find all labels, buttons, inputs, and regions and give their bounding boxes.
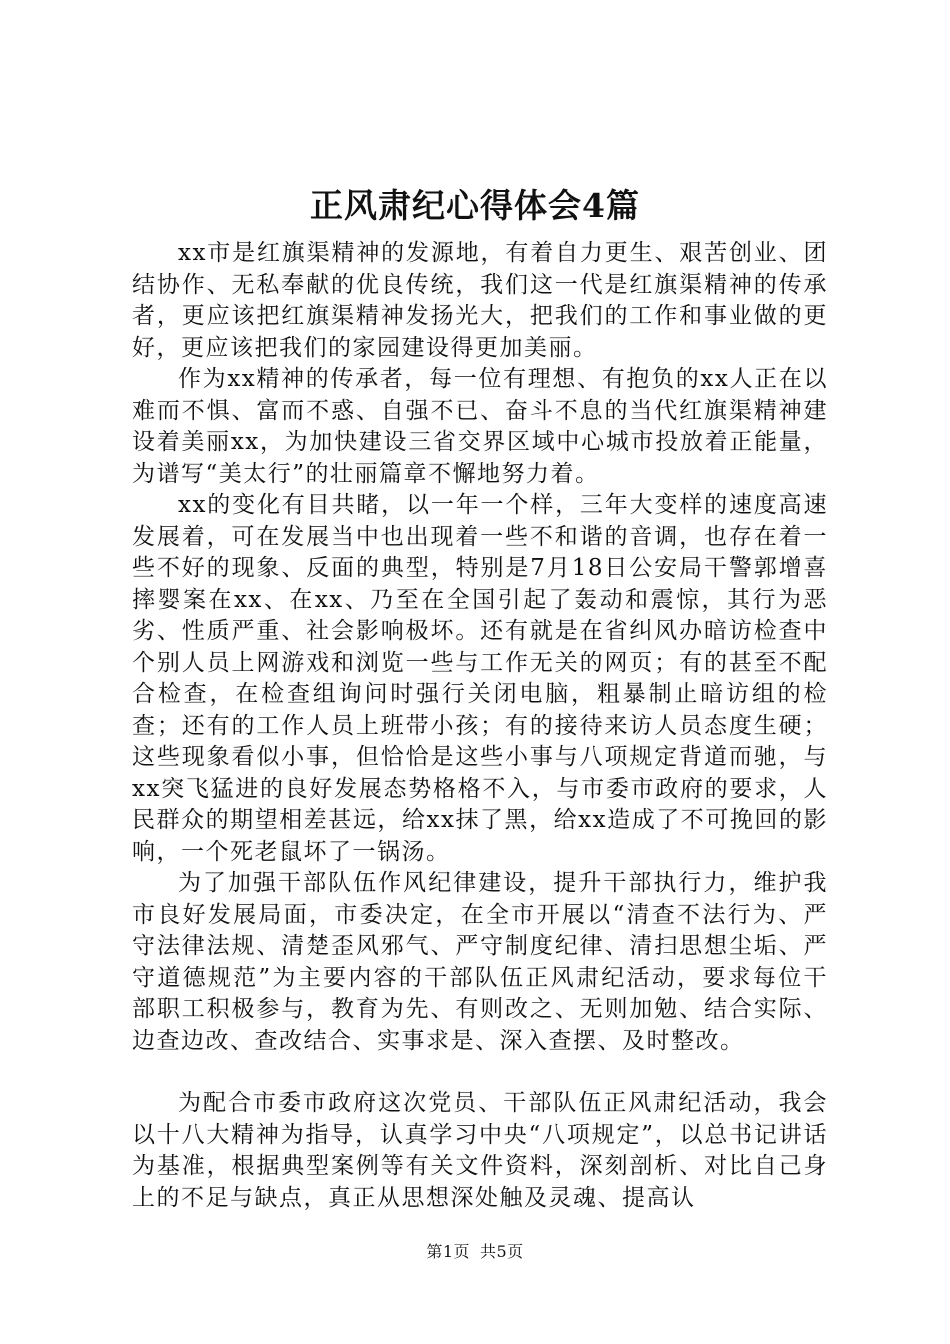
paragraph-4: 为了加强干部队伍作风纪律建设，提升干部执行力，维护我市良好发展局面，市委决定，在全市开展以“清查不法行为、严守法律法规、清楚歪风邪气、严守制度纪律、清扫思想尘垢、严守道德规范”为主要内容的干部队伍正风肃纪活动，要求每位干部职工积极参与，教育为先、有则改之、无则加勉、结合实际、边查边改、查改结合、实事求是、深入查摆、及时整改。 <box>132 870 828 1054</box>
document-title: 正风肃纪心得体会4篇 <box>310 186 640 225</box>
paragraph-1: xx市是红旗渠精神的发源地，有着自力更生、艰苦创业、团结协作、无私奉献的优良传统，我们这一代是红旗渠精神的传承者，更应该把红旗渠精神发扬光大，把我们的工作和事业做的更好，更应该把我们的家园建设得更加美丽。 <box>132 240 828 361</box>
page-total: 共5页 <box>480 1242 524 1261</box>
paragraph-3: xx的变化有目共睹，以一年一个样，三年大变样的速度高速发展着，可在发展当中也出现着一些不和谐的音调，也存在着一些不好的现象、反面的典型，特别是7月18日公安局干警郭增喜摔婴案在xx、在xx、乃至在全国引起了轰动和震惊，其行为恶劣、性质严重、社会影响极坏。还有就是在省纠风办暗访检查中个别人员上网游戏和浏览一些与工作无关的网页；有的甚至不配合检查，在检查组询问时强行关闭电脑，粗暴制止暗访组的检查；还有的工作人员上班带小孩；有的接待来访人员态度生硬；这些现象看似小事，但恰恰是这些小事与八项规定背道而驰，与xx突飞猛进的良好发展态势格格不入，与市委市政府的要求，人民群众的期望相差甚远，给xx抹了黑，给xx造成了不可挽回的影响，一个死老鼠坏了一锅汤。 <box>132 492 828 865</box>
page-footer <box>0 1241 950 1263</box>
paragraph-5: 为配合市委市政府这次党员、干部队伍正风肃纪活动，我会以十八大精神为指导，认真学习中央“八项规定”，以总书记讲话为基准，根据典型案例等有关文件资料，深刻剖析、对比自己身上的不足与缺点，真正从思想深处触及灵魂、提高认 <box>132 1090 828 1211</box>
paragraph-2: 作为xx精神的传承者，每一位有理想、有抱负的xx人正在以难而不惧、富而不惑、自强不已、奋斗不息的当代红旗渠精神建设着美丽xx，为加快建设三省交界区域中心城市投放着正能量，为谱写“美太行”的壮丽篇章不懈地努力着。 <box>132 366 828 487</box>
page-number: 第1页 <box>426 1242 470 1261</box>
document-body <box>132 238 828 1214</box>
